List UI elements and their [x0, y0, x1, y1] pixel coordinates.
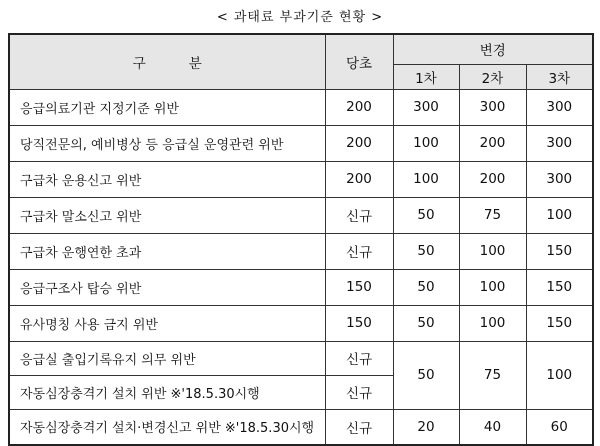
table-row — [9, 161, 593, 197]
row-item: 구급차 운용신고 위반 — [9, 161, 325, 197]
header-second: 2차 — [459, 64, 526, 89]
row-third: 150 — [526, 305, 593, 341]
row-third: 300 — [526, 161, 593, 197]
row-item: 자동심장충격기 설치·변경신고 위반 ※'18.5.30시행 — [9, 409, 325, 445]
table-row — [9, 233, 593, 269]
table-row — [9, 89, 593, 125]
row-second: 100 — [459, 233, 526, 269]
row-item: 구급차 운행연한 초과 — [9, 233, 325, 269]
row-second: 40 — [459, 409, 526, 445]
row-current: 신규 — [325, 341, 393, 375]
row-second: 200 — [459, 125, 526, 161]
row-first: 300 — [393, 89, 459, 125]
table-row — [9, 305, 593, 341]
row-first: 100 — [393, 161, 459, 197]
row-second: 75 — [459, 197, 526, 233]
row-current: 신규 — [325, 375, 393, 409]
row-second: 100 — [459, 305, 526, 341]
table-row — [9, 125, 593, 161]
penalty-table — [8, 33, 594, 446]
row-third: 150 — [526, 233, 593, 269]
row-item: 응급의료기관 지정기준 위반 — [9, 89, 325, 125]
row-item: 자동심장충격기 설치 위반 ※'18.5.30시행 — [9, 375, 325, 409]
row-current: 150 — [325, 305, 393, 341]
table-row — [9, 409, 593, 445]
row-current: 신규 — [325, 409, 393, 445]
row-item: 응급구조사 탑승 위반 — [9, 269, 325, 305]
row-current: 200 — [325, 89, 393, 125]
row-third: 300 — [526, 125, 593, 161]
header-item: 구 분 — [9, 34, 325, 89]
row-current: 신규 — [325, 233, 393, 269]
row-item: 당직전문의, 예비병상 등 응급실 운영관련 위반 — [9, 125, 325, 161]
merged-third: 100 — [526, 341, 593, 409]
row-second: 200 — [459, 161, 526, 197]
table-row — [9, 341, 593, 375]
row-first: 50 — [393, 305, 459, 341]
row-first: 20 — [393, 409, 459, 445]
row-second: 100 — [459, 269, 526, 305]
row-third: 60 — [526, 409, 593, 445]
merged-second: 75 — [459, 341, 526, 409]
table-title: < 과태료 부과기준 현황 > — [216, 10, 384, 25]
row-first: 50 — [393, 197, 459, 233]
row-current: 신규 — [325, 197, 393, 233]
table-row — [9, 197, 593, 233]
row-third: 100 — [526, 197, 593, 233]
row-item: 구급차 말소신고 위반 — [9, 197, 325, 233]
table-row — [9, 269, 593, 305]
header-first: 1차 — [393, 64, 459, 89]
row-first: 100 — [393, 125, 459, 161]
header-third: 3차 — [526, 64, 593, 89]
row-item: 응급실 출입기록유지 의무 위반 — [9, 341, 325, 375]
row-second: 300 — [459, 89, 526, 125]
row-current: 200 — [325, 125, 393, 161]
merged-first: 50 — [393, 341, 459, 409]
header-current: 당초 — [325, 34, 393, 89]
row-item: 유사명칭 사용 금지 위반 — [9, 305, 325, 341]
row-third: 300 — [526, 89, 593, 125]
row-first: 50 — [393, 233, 459, 269]
header-change: 변경 — [393, 34, 593, 64]
row-third: 150 — [526, 269, 593, 305]
row-first: 50 — [393, 269, 459, 305]
row-current: 200 — [325, 161, 393, 197]
row-current: 150 — [325, 269, 393, 305]
